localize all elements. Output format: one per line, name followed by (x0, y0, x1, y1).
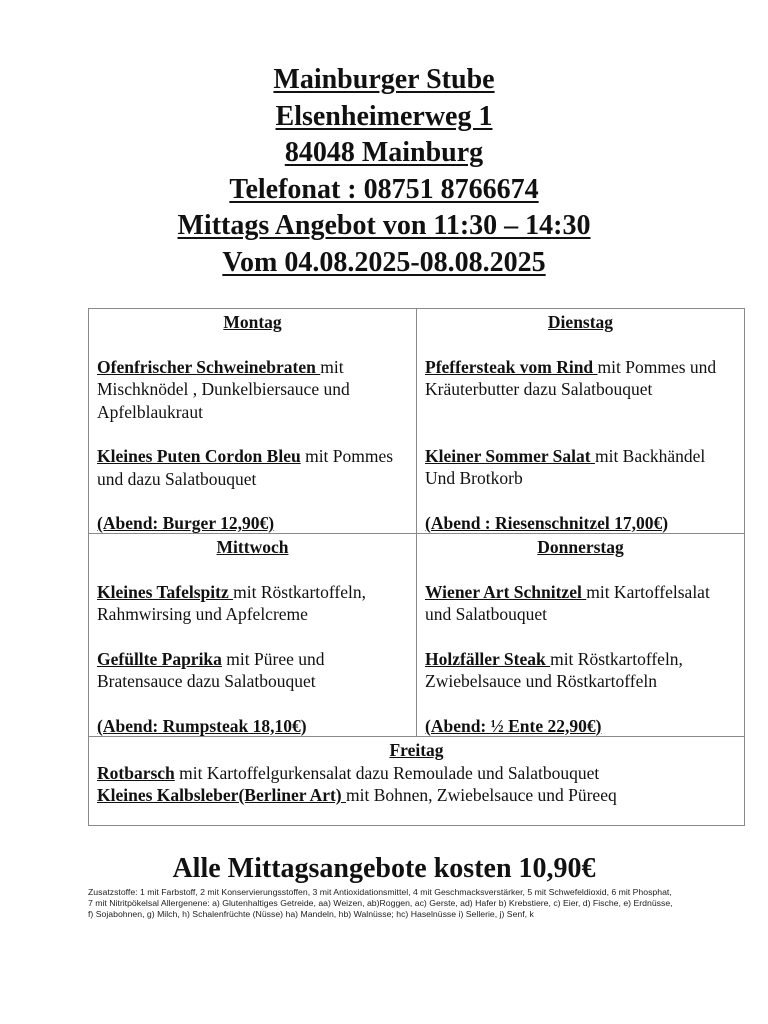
dish-item (97, 648, 408, 693)
dish-item (425, 581, 736, 626)
day-heading: Dienstag (547, 312, 614, 332)
evening-special: (Abend: ½ Ente 22,90€) (425, 715, 602, 736)
dish-name: Ofenfrischer Schweinebraten (97, 356, 321, 377)
restaurant-name: Mainburger Stube (273, 64, 495, 95)
dish-description: mit Röstkartoffeln, Rahmwirsing und Apfelcreme (97, 581, 366, 624)
dish-description: mit Röstkartoffeln, Zwiebelsauce und Röstkartoffeln (425, 648, 683, 691)
menu-row (89, 737, 744, 825)
evening-special: (Abend: Burger 12,90€) (97, 513, 275, 533)
street-address: Elsenheimerweg 1 (275, 100, 493, 132)
dish-name: Pfeffersteak vom Rind (425, 356, 598, 377)
dish-description: mit Mischknödel , Dunkelbiersauce und Apfelblaukraut (97, 356, 350, 422)
additives-allergens-notes: Zusatzstoffe: 1 mit Farbstoff, 2 mit Konservierungsstoffen, 3 mit Antioxidationsmittel, 4 mit Geschmacksverstärker, 5 mit Schwefeldioxid, 6 mit Phosphat, 7 mit Nitritpökelsal Allergenene: a) Glutenhaltiges Getreide, aa) Weizen, ab)Roggen, ac) Gerste, ad) Hafer b) Krebstiere, c) Eier, d) Fische, e) Erdnüsse, f) Sojabohnen, g) Milch, h) Schalenfrüchte (Nüsse) ha) Mandeln, hb) Walnüsse; hc) Haselnüsse i) Sellerie, j) Senf, k (88, 887, 673, 920)
dish-name: Holzfäller Steak (425, 648, 551, 669)
dish-name: Rotbarsch (97, 762, 175, 783)
dish-description: mit Pommes und Kräuterbutter dazu Salatbouquet (425, 356, 717, 399)
day-cell-donnerstag (416, 534, 744, 736)
weekly-menu-table (88, 308, 745, 826)
dish-item (425, 648, 736, 693)
phone-number: Telefonat : 08751 8766674 (229, 173, 539, 205)
evening-special: (Abend : Riesenschnitzel 17,00€) (425, 512, 669, 533)
dish-item (425, 356, 736, 401)
dish-description: mit Bohnen, Zwiebelsauce und Püreeq (346, 785, 617, 805)
dish-name: Wiener Art Schnitzel (425, 581, 587, 602)
dish-description: mit Backhändel Und Brotkorb (425, 445, 706, 488)
date-range: Vom 04.08.2025-08.08.2025 (222, 246, 546, 278)
day-cell-freitag (89, 737, 744, 825)
dish-item (97, 445, 408, 490)
day-cell-mittwoch (89, 534, 416, 736)
lunch-price-note: Alle Mittagsangebote kosten 10,90€ (172, 853, 596, 884)
dish-name: Kleiner Sommer Salat (425, 445, 595, 466)
dish-description: mit Pommes und dazu Salatbouquet (97, 446, 394, 489)
lunch-hours: Mittags Angebot von 11:30 – 14:30 (177, 210, 591, 241)
restaurant-header (0, 62, 768, 281)
city-address: 84048 Mainburg (284, 137, 484, 168)
day-heading: Montag (223, 312, 282, 332)
dish-name: Kleines Kalbsleber(Berliner Art) (97, 785, 347, 805)
evening-special: (Abend: Rumpsteak 18,10€) (97, 715, 307, 736)
day-cell-dienstag (416, 309, 744, 533)
day-heading: Donnerstag (537, 537, 624, 557)
day-heading: Mittwoch (216, 537, 289, 557)
dish-item (97, 762, 736, 785)
menu-row (89, 309, 744, 534)
dish-description: mit Püree und Bratensauce dazu Salatbouquet (97, 648, 325, 691)
dish-item (97, 784, 736, 807)
dish-item (97, 581, 408, 626)
dish-name: Kleines Puten Cordon Bleu (97, 446, 301, 466)
dish-description: mit Kartoffelgurkensalat dazu Remoulade und Salatbouquet (174, 762, 600, 783)
dish-name: Kleines Tafelspitz (97, 581, 234, 602)
day-heading: Freitag (389, 740, 444, 760)
day-cell-montag (89, 309, 416, 533)
menu-row (89, 534, 744, 737)
dish-item (425, 445, 736, 490)
dish-item (97, 356, 408, 424)
dish-description: mit Kartoffelsalat und Salatbouquet (425, 581, 710, 624)
dish-name: Gefüllte Paprika (97, 648, 222, 669)
